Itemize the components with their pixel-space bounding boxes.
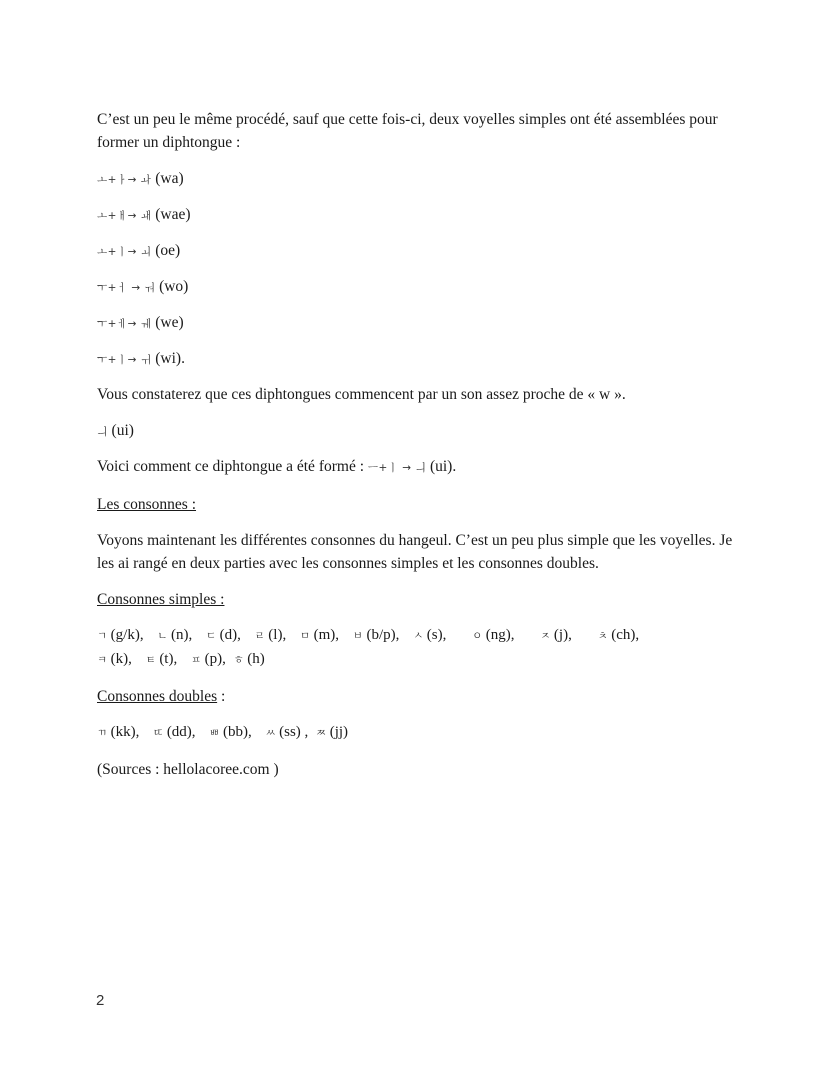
diphthong-line xyxy=(97,239,737,262)
diphthong-roman: (wi). xyxy=(155,350,185,367)
diphthong-formula: ㅗ+ㅐ→ ㅙ xyxy=(97,210,152,222)
diphthong-formula: ㅜ+ㅣ→ ㅟ xyxy=(97,354,152,366)
consonant-roman: (t), xyxy=(159,651,178,667)
diphthong-line xyxy=(97,167,737,190)
consonant-item xyxy=(191,648,226,672)
consonant-roman: (ng), xyxy=(485,627,515,643)
ui-note-paragraph xyxy=(97,455,737,480)
consonant-item xyxy=(209,721,251,745)
diphthong-roman: (oe) xyxy=(155,242,181,259)
consonant-item xyxy=(413,624,446,648)
consonant-jamo: ㅎ xyxy=(233,654,245,666)
double-consonants-heading-line xyxy=(97,685,737,708)
consonant-roman: (h) xyxy=(247,651,265,667)
consonant-item xyxy=(300,624,339,648)
consonant-roman: (j), xyxy=(553,627,572,643)
consonant-item xyxy=(157,624,192,648)
consonant-item xyxy=(97,624,144,648)
consonant-item xyxy=(472,624,514,648)
consonant-item xyxy=(146,648,178,672)
consonant-jamo: ㅌ xyxy=(145,654,157,666)
ui-line xyxy=(97,419,737,442)
diphthong-formula: ㅗ+ㅏ→ ㅘ xyxy=(97,174,152,186)
sources-line: (Sources : hellolacoree.com ) xyxy=(97,761,279,778)
consonant-roman: (s), xyxy=(426,627,447,643)
diphthong-roman: (wo) xyxy=(159,278,189,295)
consonant-jamo: ㅍ xyxy=(190,654,202,666)
diphthong-roman: (wa) xyxy=(155,170,184,187)
consonant-roman: (l), xyxy=(268,627,287,643)
consonant-roman: (ch), xyxy=(611,627,640,643)
ui-note-text: Voici comment ce diphtongue a été formé : xyxy=(97,458,365,475)
diphthong-line xyxy=(97,311,737,334)
consonant-roman: (d), xyxy=(219,627,241,643)
consonant-roman: (dd), xyxy=(166,724,196,740)
consonant-roman: (jj) xyxy=(329,724,349,740)
diphthong-roman: (we) xyxy=(155,314,184,331)
consonant-jamo: ㅆ xyxy=(265,727,277,739)
diphthong-formula: ㅗ+ㅣ→ ㅚ xyxy=(97,246,152,258)
consonant-jamo: ㅈ xyxy=(540,630,551,642)
consonant-jamo: ㄱ xyxy=(97,630,108,642)
consonant-roman: (m), xyxy=(313,627,340,643)
consonant-item xyxy=(97,648,132,672)
consonant-jamo: ㄷ xyxy=(205,630,217,642)
consonants-intro-paragraph: Voyons maintenant les différentes consonnes du hangeul. C’est un peu plus simple que les voyelles. Je les ai rangé en deux parties avec les consonnes simples et les consonnes doubles. xyxy=(97,532,733,572)
ui-roman: (ui) xyxy=(111,422,134,439)
consonant-item xyxy=(97,721,139,745)
consonant-item xyxy=(540,624,572,648)
consonant-roman: (kk), xyxy=(110,724,140,740)
diphthong-line xyxy=(97,203,737,226)
consonant-jamo: ㅂ xyxy=(352,630,364,642)
diphthong-roman: (wae) xyxy=(155,206,191,223)
consonant-item xyxy=(598,624,640,648)
double-consonants-list xyxy=(97,721,737,745)
consonant-jamo: ㄲ xyxy=(97,727,108,739)
consonant-item xyxy=(234,648,265,672)
consonant-roman: (bb), xyxy=(222,724,252,740)
consonant-roman: (ss) , xyxy=(279,724,309,740)
simple-consonants-heading: Consonnes simples : xyxy=(97,591,225,608)
consonant-item xyxy=(316,721,348,745)
consonant-roman: (g/k), xyxy=(110,627,144,643)
consonant-item xyxy=(353,624,400,648)
double-consonants-heading: Consonnes doubles xyxy=(97,688,218,705)
consonant-roman: (p), xyxy=(204,651,226,667)
intro-paragraph: C’est un peu le même procédé, sauf que cette fois-ci, deux voyelles simples ont été assemblées pour former un diphtongue : xyxy=(97,111,718,151)
consonant-jamo: ㅅ xyxy=(413,630,424,642)
simple-consonants-list xyxy=(97,624,737,672)
consonant-item xyxy=(255,624,287,648)
double-consonants-heading-colon: : xyxy=(217,688,226,705)
consonant-item xyxy=(265,721,308,745)
consonant-item xyxy=(153,721,195,745)
consonant-roman: (n), xyxy=(170,627,193,643)
consonant-roman: (b/p), xyxy=(366,627,400,643)
diphthong-line xyxy=(97,275,737,298)
consonant-jamo: ㅊ xyxy=(597,630,609,642)
consonant-jamo: ㄴ xyxy=(157,630,168,642)
consonant-jamo: ㅁ xyxy=(299,630,311,642)
document-page xyxy=(97,108,737,794)
ui-jamo: ㅢ xyxy=(97,426,108,438)
consonant-jamo: ㅇ xyxy=(472,630,483,642)
page-number: 2 xyxy=(96,992,105,1009)
ui-note-roman: (ui). xyxy=(429,458,457,475)
consonant-item xyxy=(206,624,241,648)
ui-note-formula: ㅡ+ㅣ → ㅢ xyxy=(367,462,427,474)
consonant-jamo: ㅋ xyxy=(97,654,108,666)
diphthong-formula: ㅜ+ㅓ → ㅝ xyxy=(97,282,156,294)
consonants-heading: Les consonnes : xyxy=(97,496,197,513)
diphthong-line xyxy=(97,347,737,370)
diphthong-formula: ㅜ+ㅔ→ ㅞ xyxy=(97,318,152,330)
consonant-roman: (k), xyxy=(110,651,132,667)
consonant-jamo: ㅉ xyxy=(316,727,327,739)
w-note-paragraph: Vous constaterez que ces diphtongues commencent par un son assez proche de « w ». xyxy=(97,386,626,403)
consonant-jamo: ㅃ xyxy=(209,727,220,739)
consonant-jamo: ㄹ xyxy=(254,630,266,642)
consonant-jamo: ㄸ xyxy=(153,727,164,739)
